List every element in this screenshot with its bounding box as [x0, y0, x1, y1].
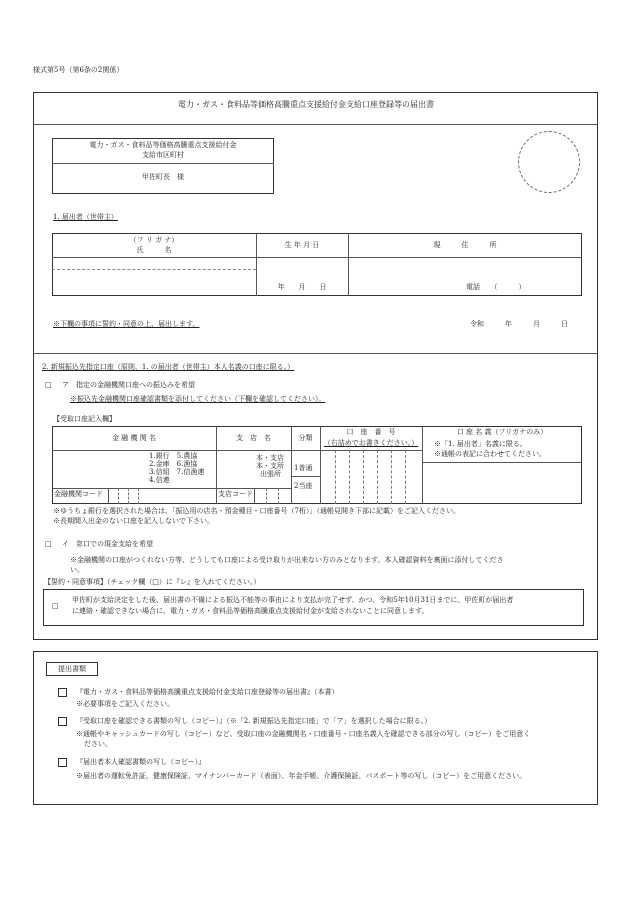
consent-heading: 【誓約・同意事項】（チェック欄（□）に『レ』を入れてください。） [44, 578, 261, 586]
address-input[interactable] [349, 258, 581, 280]
bank-type-2: 2.金庫 6.漁協 [149, 460, 198, 468]
branch-type-1: 本・支店 [256, 454, 284, 462]
doc-item-3: 『届出者本人確認書類の写し（コピー）』 [76, 758, 206, 766]
bank-type-1: 1.銀行 5.農協 [149, 452, 198, 460]
col-bank-name: 金 融 機 関 名 [112, 434, 156, 442]
account-table-label: 【受取口座記入欄】 [53, 415, 116, 423]
option-a-label: ア 指定の金融機関口座への振込みを希望 [62, 381, 195, 389]
consent-checkbox[interactable]: □ [52, 602, 59, 610]
account-holder-input[interactable] [423, 463, 581, 503]
holder-note-2: ※通帳の表記に合わせてください。 [434, 450, 546, 458]
doc-item-1-note: ※必要事項をご記入ください。 [76, 700, 174, 708]
phone-field[interactable]: 電話 （ ） [466, 283, 526, 291]
doc-checkbox-2[interactable] [58, 717, 67, 726]
branch-name-input[interactable] [217, 451, 255, 487]
section2-heading: 2. 新規振込先指定口座（原則、1. の届出者（世帯主）本人名義の口座に限る。） [42, 363, 295, 371]
note-yucho: ※ゆうちょ銀行を選択された場合は、「振込用の店名・預金種目・口座番号（7桁）」（通帳見開き下部に記載）をご記入ください。 [53, 507, 460, 515]
option-b-label: イ 窓口での現金支給を希望 [62, 540, 153, 548]
branch-type-3: 出張所 [260, 470, 281, 478]
doc-item-2-note-1: ※通帳やキャッシュカードの写し（コピー）など、受取口座の金融機関名・口座番号・口座名義人を確認できる部分の写し（コピー）をご用意く [76, 730, 531, 738]
col-account-number: 口 座 番 号 [346, 428, 396, 436]
addressee-mayor: 甲佐町長 様 [142, 173, 184, 181]
branch-code-input[interactable] [255, 489, 290, 503]
account-type-ordinary[interactable]: 1普通 [294, 464, 313, 472]
col-branch-name: 支 店 名 [236, 434, 271, 442]
bank-type-3: 3.信組 7.信漁連 [149, 468, 205, 476]
pledge-note: ※下欄の事項に誓約・同意の上、届出します。 [53, 320, 200, 328]
bank-code-label: 金融機関コード [54, 490, 103, 498]
doc-checkbox-1[interactable] [58, 688, 67, 697]
branch-type-2: 本・支所 [256, 462, 284, 470]
option-b-note-1: ※金融機関の口座がつくれない方等、どうしても口座による受け取りが出来ない方のみとなります。本人確認資料を裏面に添付してくださ [70, 556, 504, 564]
option-a-checkbox[interactable]: □ [45, 381, 52, 389]
bank-type-4: 4.信連 [149, 476, 170, 484]
documents-label: 提出書類 [58, 665, 86, 673]
holder-note-1: ※「1. 届出者」名義に限る。 [434, 440, 527, 448]
birth-date-field[interactable]: 年 月 日 [277, 283, 327, 291]
doc-item-1: 『電力・ガス・食料品等価格高騰重点支援給付金支給口座登録等の届出書』（本書） [76, 688, 339, 696]
furigana-input[interactable] [53, 258, 255, 268]
name-input[interactable] [53, 270, 255, 295]
birth-label: 生 年 月 日 [284, 241, 320, 249]
form-number: 様式第5号（第6条の2関係） [33, 66, 124, 74]
consent-text-1: 甲佐町が支給決定をした後、届出書の不備による振込不能等の事由により支払が完了せず、かつ、令和5年10月31日までに、甲佐町が届出者 [72, 596, 514, 604]
bank-code-input[interactable] [109, 489, 147, 503]
doc-item-2-note-2: ださい。 [84, 740, 112, 748]
title-divider [33, 124, 598, 125]
addressee-line1: 電力・ガス・食料品等価格高騰重点支援給付金 [89, 141, 237, 149]
note-dormant: ※長期間入出金のない口座を記入しないで下さい。 [53, 517, 214, 525]
doc-item-2: 『受取口座を確認できる書類の写し（コピー）』（※「2. 新規振込先指定口座」で「ア」を選択した場合に限る。） [76, 717, 432, 725]
submission-date[interactable]: 令和 年 月 日 [470, 320, 568, 328]
col-type: 分類 [298, 434, 313, 442]
furigana-label: （フ リ ガ ナ） [129, 236, 179, 244]
consent-text-2: に連絡・確認できない場合に、電力・ガス・食料品等価格高騰重点支援給付金が支給されないことに同意します。 [72, 607, 429, 615]
documents-frame [33, 651, 598, 805]
bank-name-input[interactable] [53, 451, 147, 487]
address-label: 現 住 所 [433, 241, 497, 249]
account-number-input[interactable] [321, 451, 421, 503]
option-a-note: ※振込先金融機関口座確認書類を添付してください（下欄を確認してください）。 [70, 395, 326, 403]
name-label: 氏 名 [136, 246, 172, 254]
doc-checkbox-3[interactable] [58, 758, 67, 767]
option-b-checkbox[interactable]: □ [45, 540, 52, 548]
account-type-current[interactable]: 2当座 [294, 482, 313, 490]
col-account-number-sub: （右詰めでお書きください。） [323, 439, 419, 447]
section1-heading: 1. 届出者（世帯主） [53, 213, 118, 221]
branch-code-label: 支店コード [218, 490, 253, 498]
col-account-holder: 口 座 名 義（フリガナのみ） [456, 428, 548, 436]
addressee-line2: 支給市区町村 [142, 151, 184, 159]
option-b-note-2: い。 [70, 566, 84, 574]
seal-circle [518, 131, 580, 193]
form-title: 電力・ガス・食料品等価格高騰重点支援給付金支給口座登録等の届出書 [178, 100, 434, 109]
doc-item-3-note: ※届出者の運転免許証、健康保険証、マイナンバーカード（表面）、年金手帳、介護保険証、パスポート等の写し（コピー）をご用意ください。 [76, 772, 527, 780]
